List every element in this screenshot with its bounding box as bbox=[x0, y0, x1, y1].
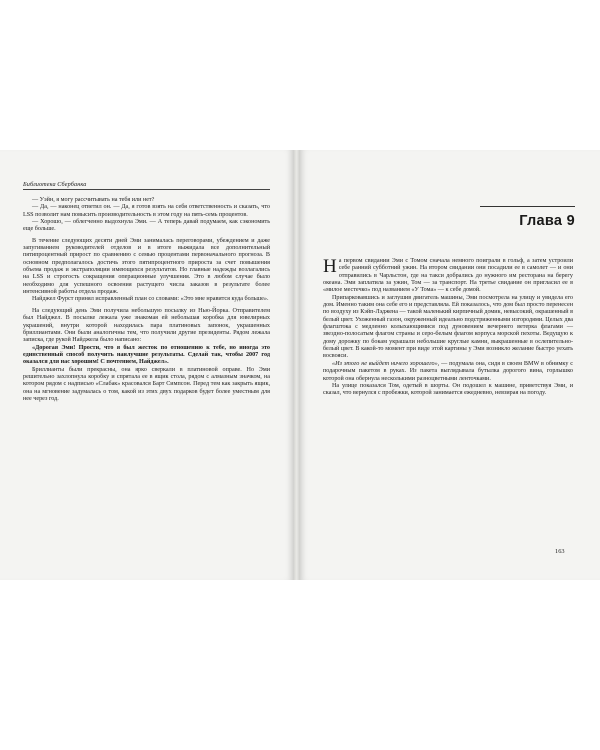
left-text-column bbox=[23, 197, 270, 403]
paragraph: На улице показался Том, одетый в шорты. Он подошел к машине, приветствуя Эми, и сказал, что вернулся с пробежки, которой занимается ежедневно, невзирая на погоду. bbox=[323, 382, 573, 397]
paragraph-with-dropcap bbox=[323, 258, 573, 295]
page-number: 163 bbox=[555, 548, 565, 555]
paragraph: — Уэйн, я могу рассчитывать на тебя или нет? bbox=[32, 197, 155, 203]
paragraph: Бриллианты были прекрасны, она ярко сверкали в платиновой оправе. Но Эми решительно захлопнула коробку и спрятала ее в ящик стола, рядом с алмазным значком, на котором рядом с надписью «Слабак» красовался Барт Симпсон. Перед тем как закрыть ящик, она на мгновение задумалась о том, какой из этих двух подарков будет более уместным для нее через год. bbox=[23, 366, 270, 402]
paragraph-text: , — подумала она, сидя в своем BMW в обнимку с подарочным пакетом в руках. Из пакета выглядывала бутылка дорогого вина, горлышко которой она обернула несколькими разноцветными ленточками. bbox=[323, 360, 573, 382]
letter-quote: «Дорогая Эми! Прости, что я был жесток по отношению к тебе, но иногда это единственный способ получить наилучшие результаты. Сделай так, чтобы 2007 год оказался для нас хорошим! С почтением, Найджел». bbox=[23, 344, 270, 366]
running-head: Библиотека Сбербанка bbox=[23, 181, 270, 190]
right-text-column bbox=[323, 258, 573, 398]
paragraph-text: а первом свидании Эми с Томом сначала немного поиграли в гольф, а затем устроили себе ранний субботний ужин. На втором свидании они посадили ее в самолет — и они отправились в Чарльстон, где на такси добрались до нужного им ресторана на берегу океана. Эми заплатила за ужин, Том — за транспорт. На третье свидание он пригласил ее в «милое местечко» под названием «У Тома» — к себе домой. bbox=[323, 258, 573, 294]
paragraph: Припарковавшись и заглушив двигатель машины, Эми посмотрела на улицу и увидела его дом. Именно таким она себе его и представляла. Ей показалось, что дом был просто перенесен по воздуху из Кэйп-Лэджена — такой маленький кирпичный домик, невысокий, окрашенный в белый цвет. Ухоженный газон, окруженный идеально подстриженными изгородями. Целых два флагштока с медленно колыхающимися под дуновением вечернего ветерка флагами — звездно-полосатым флагом страны и серо-белым флагом корпуса морской пехоты. Ведущую к дому дорожку по бокам украшали небольшие круглые камни, выкрашенные в ослепительно-белый цвет. В какой-то момент при виде этой картины у Эми возникло желание быстро уехать восвояси. bbox=[323, 294, 573, 360]
italic-thought: «Из этого не выйдет ничего хорошего» bbox=[332, 360, 438, 367]
chapter-title: Глава 9 bbox=[480, 206, 575, 229]
paragraph bbox=[323, 361, 573, 383]
drop-cap: Н bbox=[323, 256, 337, 277]
paragraph: — Хорошо, — облегченно выдохнула Эми. — А теперь давай подумаем, как сэкономить еще больше. bbox=[23, 219, 270, 233]
paragraph: — Да, — наконец ответил он. — Да, я готов взять на себя ответственность и сказать, что LSS позволит нам повысить производительность в этом году на пять-семь процентов. bbox=[23, 204, 270, 218]
book-gutter bbox=[293, 150, 300, 580]
paragraph: В течение следующих десяти дней Эми занималась переговорами, убеждением и даже запугиванием руководителей отделов и в итоге выжидала все дополнительный пятипроцентный прирост по сравнению с семью процентами первоначального прогноза. В основном предполагалось достичь этого пятипроцентного прироста за счет повышения объема продаж и экстраполяции имеющихся результатов. Но главные надежды возлагались на LSS и строгость сокращения операционные улучшения. Это в любом случае было необходимо для успешного освоения растущего числа заказов в результате более интенсивной работы отдела продаж. bbox=[23, 237, 270, 296]
paragraph: На следующий день Эми получила небольшую посылку из Нью-Йорка. Отправителем был Найджел. В посылке лежала уже знакомая ей небольшая коробка для ювелирных украшений, внутри которой находилась пара платиновых запонок, украшенных бриллиантами. Они были аналогичны тем, что получили другие президенты. Рядом лежала записка, где рукой Найджела было написано: bbox=[23, 307, 270, 344]
paragraph: Найджел Фурст принял исправленный план со словами: «Это мне нравится куда больше». bbox=[32, 296, 269, 303]
